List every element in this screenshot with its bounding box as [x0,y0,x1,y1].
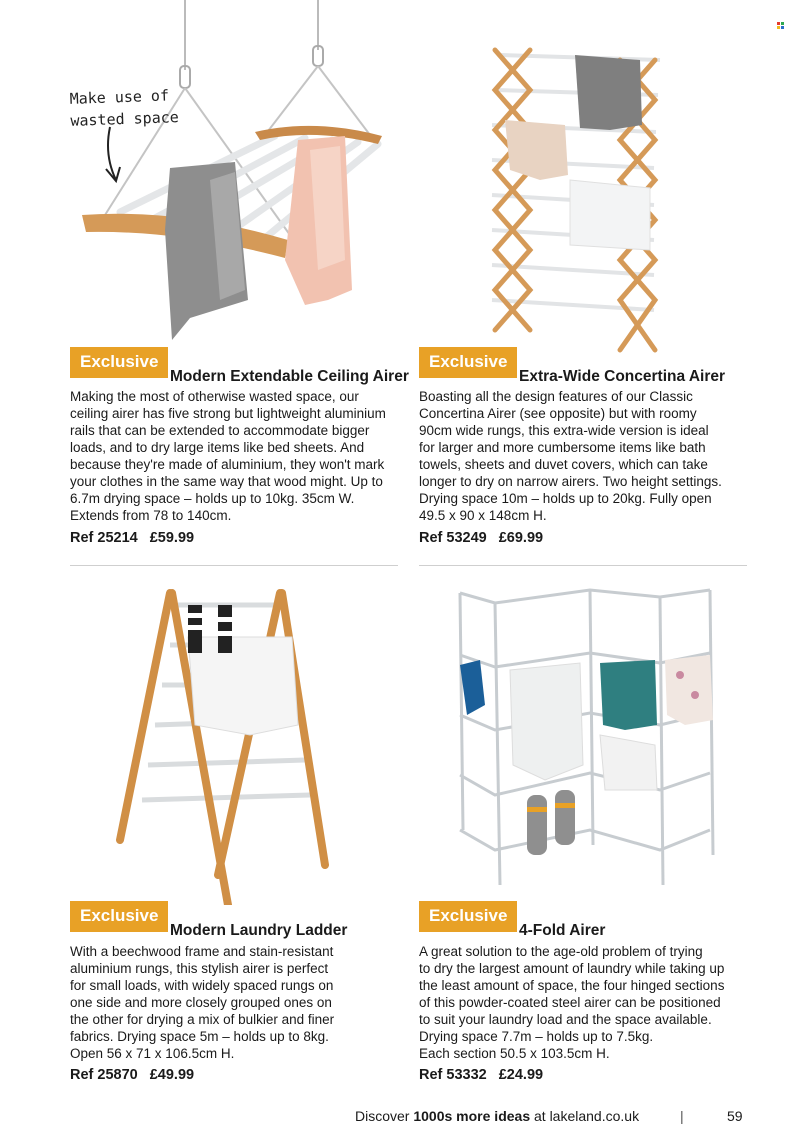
four-fold-airer-image [455,585,725,895]
product-ref: Ref 53332 [419,1067,487,1083]
footer-bold-text: 1000s more ideas [413,1108,531,1124]
product-ref: Ref 53249 [419,530,487,546]
page-footer [355,1108,743,1124]
exclusive-badge: Exclusive [70,901,168,932]
concertina-airer-image [470,40,670,360]
product-price-line [70,530,194,546]
product-price: £59.99 [149,530,195,546]
product-title: 4-Fold Airer [519,922,606,939]
laundry-ladder-image [100,585,340,905]
divider [419,565,747,566]
product-title: Extra-Wide Concertina Airer [519,368,726,385]
exclusive-badge: Exclusive [419,347,517,378]
lakeland-corner-logo [777,22,784,29]
product-description: Boasting all the design features of our Classic Concertina Airer (see opposite) but with roomy 90cm wide rungs, this extra-wide version is ideal for larger and more cumbersome items like bath towels, sheets and duvet covers, which can take longer to dry on narrow airers. Two height settings. Drying space 10m – holds up to 20kg. Fully open 49.5 x 90 x 148cm H. [419,389,722,523]
exclusive-badge: Exclusive [419,901,517,932]
product-ref: Ref 25214 [70,530,138,546]
page-number: 59 [727,1108,743,1124]
product-description: With a beechwood frame and stain-resistant aluminium rungs, this stylish airer is perfect for small loads, with widely spaced rungs on one side and more closely grouped ones on the other for drying a mix of bulkier and finer fabrics. Drying space 5m – holds up to 8kg. Open 56 x 71 x 106.5cm H. [70,944,335,1061]
product-price: £24.99 [498,1067,544,1083]
exclusive-badge: Exclusive [70,347,168,378]
product-description: A great solution to the age-old problem of trying to dry the largest amount of laundry while taking up the least amount of space, the four hinged sections of this powder-coated steel airer can be positioned to suit your laundry load and the space available. Drying space 7.7m – holds up to 7.5kg. Each section 50.5 x 103.5cm H. [419,944,725,1061]
product-title: Modern Extendable Ceiling Airer [170,368,409,385]
annotation-arrow-icon [98,125,128,187]
footer-separator: | [680,1108,684,1124]
product-title: Modern Laundry Ladder [170,922,348,939]
divider [70,565,398,566]
product-price-line [419,530,543,546]
footer-website-link[interactable]: at lakeland.co.uk [534,1108,640,1124]
product-description: Making the most of otherwise wasted space, our ceiling airer has five strong but lightweight aluminium rails that can be extended to accommodate bigger loads, and to dry large items like bed sheets. And because they're made of aluminium, they won't mark your clothes in the same way that wood might. Up to 6.7m drying space – holds up to 10kg. 35cm W. Extends from 78 to 140cm. [70,389,386,523]
product-price-line [419,1067,543,1083]
product-price: £49.99 [149,1067,195,1083]
product-price: £69.99 [498,530,544,546]
footer-discover: Discover [355,1108,410,1124]
wasted-space-annotation: Make use of wasted space [69,86,180,130]
product-ref: Ref 25870 [70,1067,138,1083]
product-price-line [70,1067,194,1083]
